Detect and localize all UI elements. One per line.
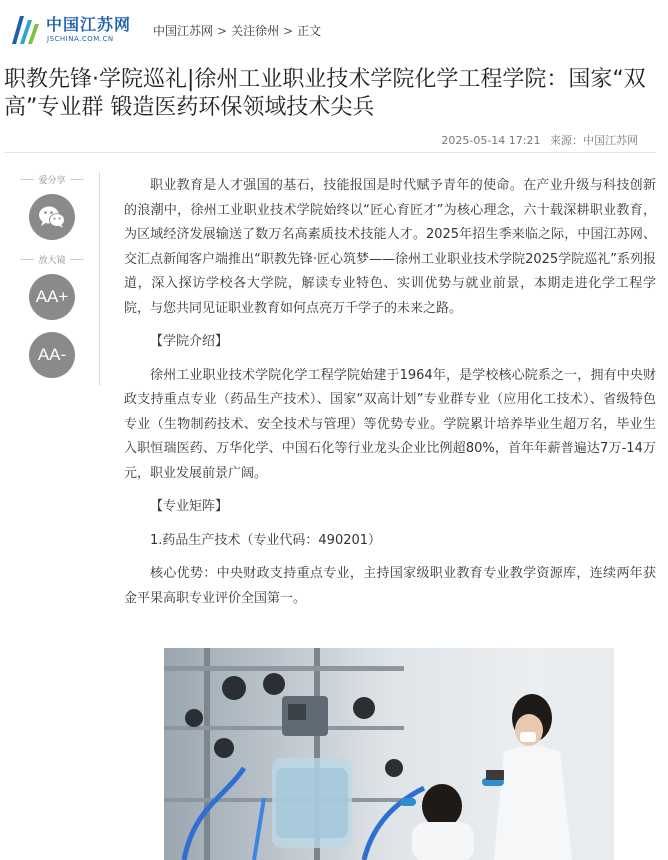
logo-text-cn: 中国江苏网: [46, 15, 132, 34]
jschina-logo-icon: [8, 10, 42, 48]
site-logo[interactable]: [8, 8, 138, 50]
zoom-in-button[interactable]: [29, 274, 75, 320]
article-tools: [14, 172, 90, 390]
paragraph-advantage: 核心优势：中央财政支持重点专业，主持国家级职业教育专业教学资源库，连续两年获金平果高职专业评价全国第一。: [124, 566, 656, 606]
breadcrumb-separator: >: [283, 24, 294, 38]
zoom-out-button[interactable]: [29, 332, 75, 378]
share-label: 爱分享: [14, 172, 90, 186]
title-divider: [4, 152, 656, 153]
article-source: 来源：中国江苏网: [550, 134, 638, 147]
paragraph-college: 徐州工业职业技术学院化学工程学院始建于1964年，是学校核心院系之一，拥有中央财政支持重点专业（药品生产技术）、国家“双高计划”专业群专业（应用化工技术）、省级特色专业（生物制药技术、安全技术与管理）等优势专业。学院累计培养毕业生超万名，毕业生入职恒瑞医药、万华化学、中国石化等行业龙头企业比例超80%，首年年薪普遍达7万-14万元，职业发展前景广阔。: [124, 367, 656, 481]
zoom-in-icon: AA+: [35, 287, 69, 306]
article-meta: [435, 132, 638, 148]
article-title: 职教先锋·学院巡礼|徐州工业职业技术学院化学工程学院：国家“双高”专业群 锻造医药环保领域技术尖兵: [4, 67, 646, 120]
lab-scene-image: [164, 648, 614, 860]
paragraph-major: 1.药品生产技术（专业代码：490201）: [150, 532, 382, 548]
publish-time: 2025-05-14 17:21: [441, 134, 541, 147]
breadcrumb: [153, 22, 321, 39]
section-heading: 【学院介绍】: [150, 334, 229, 349]
article-body: [124, 174, 656, 620]
section-heading: 【专业矩阵】: [150, 499, 229, 514]
wechat-icon: [29, 194, 75, 240]
wechat-share-button[interactable]: [29, 194, 75, 240]
site-header: [0, 0, 668, 60]
zoom-out-icon: AA-: [37, 345, 67, 364]
breadcrumb-current: 正文: [297, 24, 322, 38]
logo-text-en: JSCHINA.COM.CN: [47, 35, 114, 43]
breadcrumb-separator: >: [217, 24, 228, 38]
article-photo: [164, 648, 614, 860]
breadcrumb-section[interactable]: 关注徐州: [231, 24, 280, 38]
tools-divider: [99, 172, 100, 386]
paragraph-intro: 职业教育是人才强国的基石，技能报国是时代赋予青年的使命。在产业升级与科技创新的浪潮中，徐州工业职业技术学院始终以“匠心育匠才”为核心理念，六十载深耕职业教育，为区域经济发展输送了数万名高素质技术技能人才。2025年招生季来临之际，中国江苏网、交汇点新闻客户端推出“职教先锋·匠心筑梦——徐州工业职业技术学院2025学院巡礼”系列报道，深入探访学校各大学院，解读专业特色、实训优势与就业前景，本期走进化学工程学院，与您共同见证职业教育如何点亮万千学子的未来之路。: [124, 178, 656, 316]
breadcrumb-home[interactable]: 中国江苏网: [153, 24, 214, 38]
zoom-label: 放大镜: [14, 252, 90, 266]
